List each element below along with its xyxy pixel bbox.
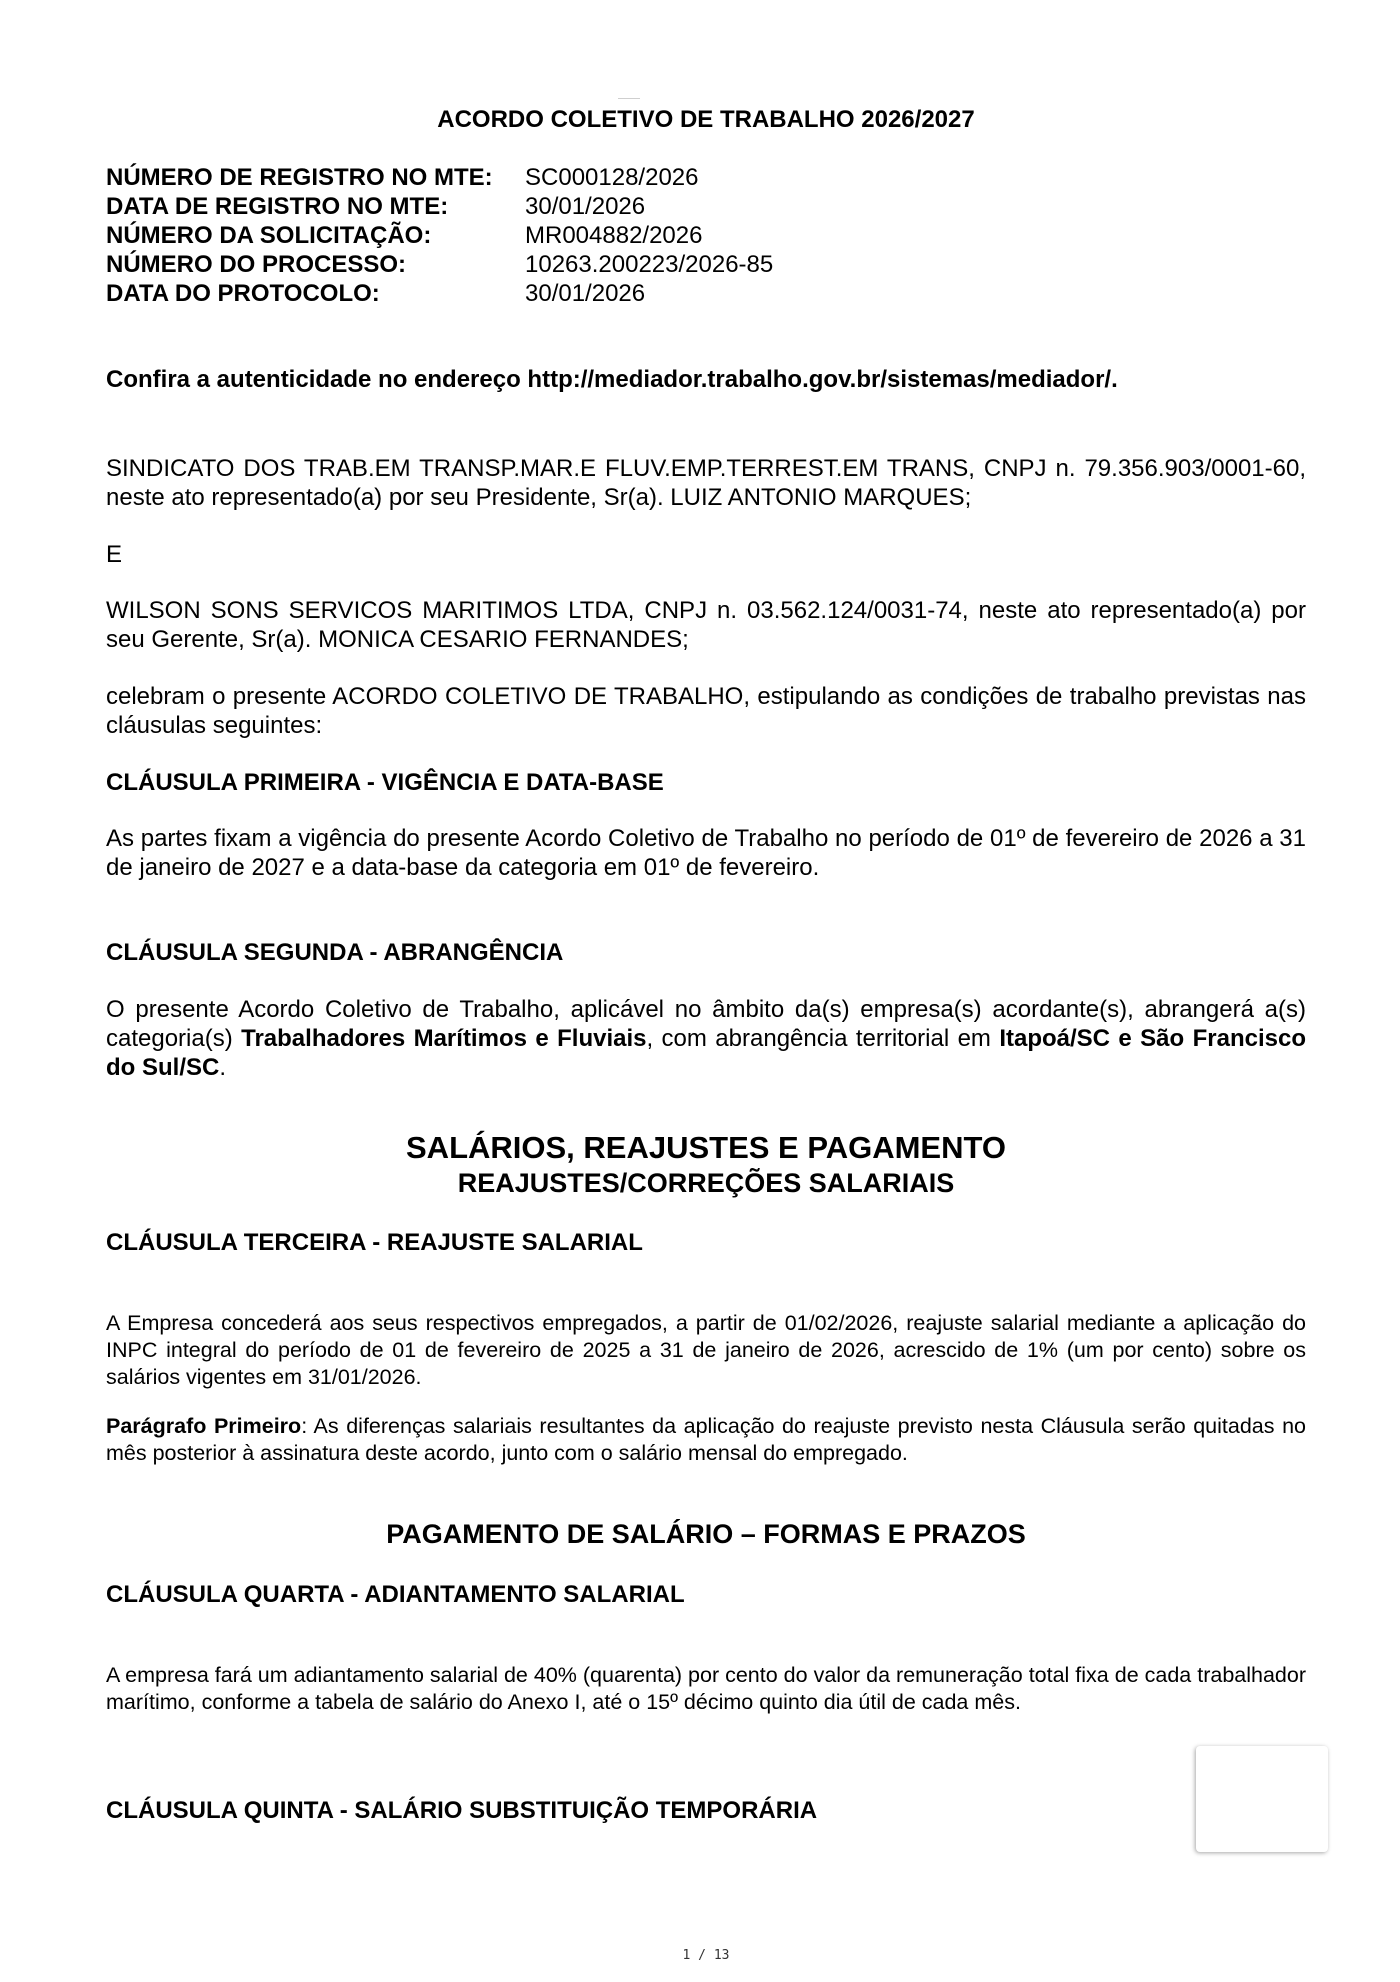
floating-widget[interactable] (1196, 1746, 1328, 1852)
registry-value: 30/01/2026 (525, 193, 646, 220)
paragraph-text: : As diferenças salariais resultantes da aplicação do reajuste previsto nesta Cláusula serão quitadas no mês posterior à assinatura deste acordo, junto com o salário mensal do empregado. (106, 1414, 1306, 1465)
registry-value: 10263.200223/2026-85 (525, 251, 774, 278)
registry-value: MR004882/2026 (525, 222, 703, 249)
registry-label: DATA DO PROTOCOLO: (106, 280, 380, 307)
page-indicator: 1 / 13 (682, 1948, 730, 1963)
celebration-text: celebram o presente ACORDO COLETIVO DE TRABALHO, estipulando as condições de trabalho previstas nas cláusulas seguintes: (106, 683, 1306, 739)
clause-2-title: CLÁUSULA SEGUNDA - ABRANGÊNCIA (106, 939, 564, 966)
registry-label: NÚMERO DA SOLICITAÇÃO: (106, 222, 432, 249)
clause-3-text: A Empresa concederá aos seus respectivos empregados, a partir de 01/02/2026, reajuste salarial mediante a aplicação do INPC integral do período de 01 de fevereiro de 2025 a 31 de janeiro de 2026, acrescido de 1% (um por cento) sobre os salários vigentes em 31/01/2026. (106, 1311, 1306, 1389)
top-mark (618, 98, 640, 99)
registry-row (106, 279, 773, 308)
document-title: ACORDO COLETIVO DE TRABALHO 2026/2027 (437, 106, 975, 133)
clause-1-text: As partes fixam a vigência do presente Acordo Coletivo de Trabalho no período de 01º de fevereiro de 2026 a 31 de janeiro de 2027 e a data-base da categoria em 01º de fevereiro. (106, 825, 1306, 881)
party-union: SINDICATO DOS TRAB.EM TRANSP.MAR.E FLUV.EMP.TERREST.EM TRANS, CNPJ n. 79.356.903/0001-60, neste ato representado(a) por seu Presidente, Sr(a). LUIZ ANTONIO MARQUES; (106, 455, 1306, 511)
clause-2-category: Trabalhadores Marítimos e Fluviais (241, 1025, 647, 1052)
conjunction: E (106, 541, 123, 568)
section-title: PAGAMENTO DE SALÁRIO – FORMAS E PRAZOS (386, 1519, 1026, 1549)
clause-2-text-c: . (219, 1054, 227, 1081)
registry-row (106, 221, 773, 250)
paragraph-label: Parágrafo Primeiro (106, 1414, 302, 1438)
authenticity-notice: Confira a autenticidade no endereço http://mediador.trabalho.gov.br/sistemas/mediador/. (106, 366, 1118, 393)
clause-2-text (106, 995, 1306, 1082)
registry-row (106, 163, 773, 192)
clause-4-text: A empresa fará um adiantamento salarial de 40% (quarenta) por cento do valor da remuneração total fixa de cada trabalhador marítimo, conforme a tabela de salário do Anexo I, até o 15º décimo quinto dia útil de cada mês. (106, 1663, 1306, 1714)
section-title: SALÁRIOS, REAJUSTES E PAGAMENTO (406, 1130, 1006, 1165)
clause-5-title: CLÁUSULA QUINTA - SALÁRIO SUBSTITUIÇÃO TEMPORÁRIA (106, 1797, 818, 1824)
clause-3-paragraph (106, 1413, 1306, 1467)
registry-value: SC000128/2026 (525, 164, 699, 191)
clause-2-territory: Itapoá/SC e São Francisco do Sul/SC (106, 1025, 1306, 1081)
registry-label: DATA DE REGISTRO NO MTE: (106, 193, 449, 220)
registry-row (106, 250, 773, 279)
registry-label: NÚMERO DE REGISTRO NO MTE: (106, 164, 493, 191)
clause-2-text-b: , com abrangência territorial em (646, 1025, 1000, 1052)
registry-table (106, 163, 773, 308)
party-company: WILSON SONS SERVICOS MARITIMOS LTDA, CNPJ n. 03.562.124/0031-74, neste ato representado(a) por seu Gerente, Sr(a). MONICA CESARIO FERNANDES; (106, 597, 1306, 653)
registry-label: NÚMERO DO PROCESSO: (106, 251, 407, 278)
registry-value: 30/01/2026 (525, 280, 646, 307)
section-subtitle: REAJUSTES/CORREÇÕES SALARIAIS (457, 1168, 955, 1198)
clause-1-title: CLÁUSULA PRIMEIRA - VIGÊNCIA E DATA-BASE (106, 769, 664, 796)
clause-2-text-a: O presente Acordo Coletivo de Trabalho, aplicável no âmbito da(s) empresa(s) acordante(s), abrangerá a(s) categoria(s) (106, 996, 1306, 1052)
registry-row (106, 192, 773, 221)
clause-3-title: CLÁUSULA TERCEIRA - REAJUSTE SALARIAL (106, 1229, 643, 1256)
clause-4-title: CLÁUSULA QUARTA - ADIANTAMENTO SALARIAL (106, 1581, 685, 1608)
